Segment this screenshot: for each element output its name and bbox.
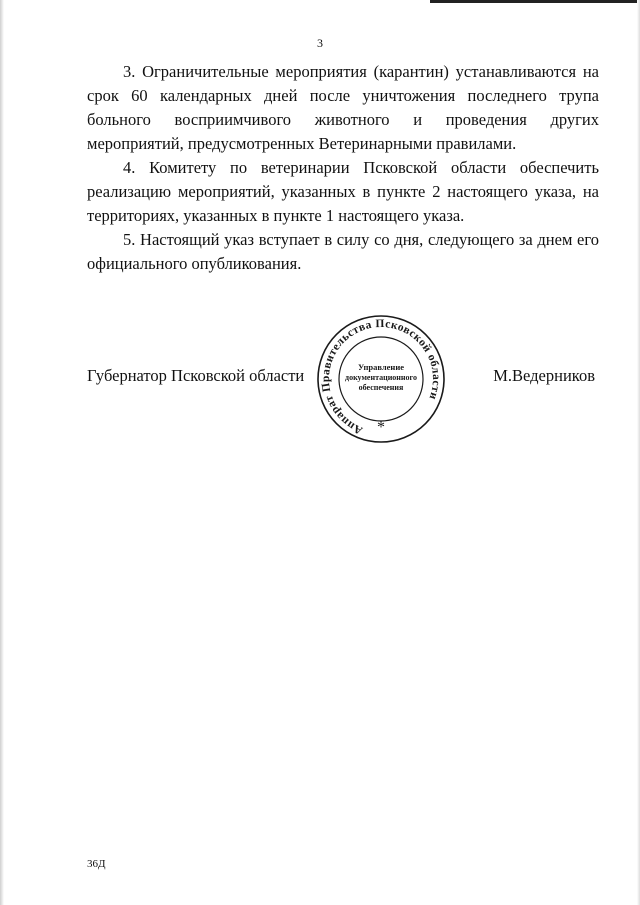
document-code: 36Д (87, 858, 106, 870)
official-seal-stamp (315, 313, 447, 445)
paragraph-4: 4. Комитету по ветеринарии Псковской области обеспечить реализацию мероприятий, указанных в пункте 2 настоящего указа, на территориях, указанных в пункте 1 настоящего указа. (87, 158, 599, 225)
seal-line-1: Управление (357, 362, 405, 372)
paragraph-3: 3. Ограничительные мероприятия (карантин) устанавливаются на срок 60 календарных дней после уничтожения последнего трупа больного восприимчивого животного и проведения других мероприятий, предусмотренных Ветеринарными правилами. (87, 62, 599, 153)
signatory-name: М.Ведерников (493, 366, 595, 385)
paragraph-5: 5. Настоящий указ вступает в силу со дня, следующего за днем его официального опубликования. (87, 230, 599, 273)
document-body (87, 60, 599, 276)
seal-star-icon: * (377, 419, 385, 436)
seal-outer-text: Аппарат Правительства Псковской области (319, 317, 443, 437)
page-number: 3 (317, 36, 323, 50)
left-scan-edge (0, 0, 4, 905)
seal-line-3: обеспечения (358, 383, 404, 392)
signatory-title: Губернатор Псковской области (87, 366, 305, 385)
seal-line-2: документационного (345, 373, 417, 382)
top-scan-line (430, 0, 640, 3)
